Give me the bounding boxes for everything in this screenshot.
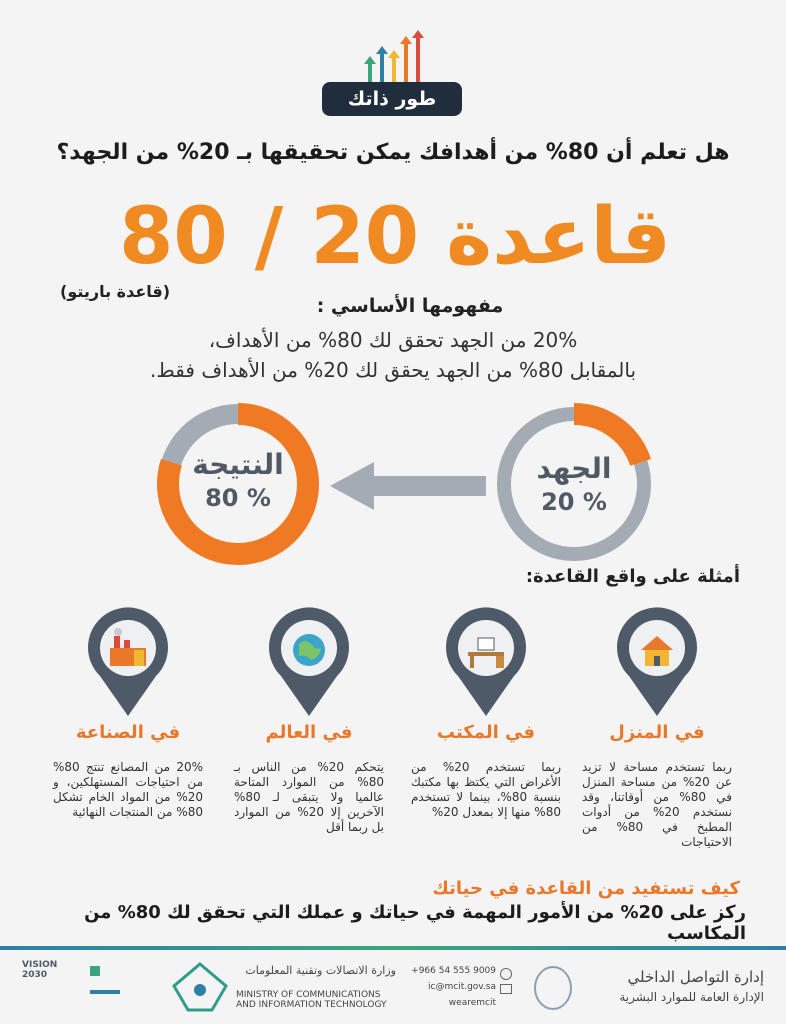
rule-title: قاعدة 20 / 80 [119, 192, 671, 282]
partner-logos [90, 966, 150, 1006]
footer-divider [0, 946, 786, 950]
department-logo-icon [534, 966, 572, 1010]
globe-icon [259, 606, 359, 718]
examples-title: أمثلة على واقع القاعدة: [525, 566, 740, 587]
ministry-name-ar: وزارة الاتصالات وتقنية المعلومات [245, 964, 396, 977]
concept-heading: مفهومها الأساسي : [316, 295, 504, 317]
concept-line-2: بالمقابل 80% من الجهد يحقق لك 20% من الأهداف فقط. [149, 358, 637, 382]
phone-number[interactable]: +966 54 555 9009 [411, 966, 496, 976]
result-label: النتيجة [192, 448, 284, 481]
category-text-world: يتحكم 20% من الناس بـ 80% من الموارد المتاحة عالميا ولا يتبقى لـ 80% الآخرين إلا 20% من الموارد بل ربما أقل [234, 760, 384, 834]
ministry-logo-icon [172, 962, 228, 1012]
department-name: إدارة التواصل الداخلي [627, 968, 764, 986]
email-icon [500, 984, 512, 994]
desk-icon [436, 606, 536, 718]
effort-label: الجهد [536, 452, 612, 485]
arrow-left-icon [330, 462, 490, 510]
phone-icon [500, 968, 512, 980]
pareto-note: (قاعدة باريتو) [60, 282, 171, 301]
how-to-benefit-title: كيف تستفيد من القاعدة في حياتك [432, 878, 740, 899]
vision-2030-logo: VISION 2030 [22, 960, 58, 980]
category-title-world: في العالم [265, 722, 353, 743]
result-value: 80 % [205, 484, 271, 512]
ministry-name-en-2: AND INFORMATION TECHNOLOGY [236, 1000, 387, 1010]
email-address[interactable]: ic@mcit.gov.sa [428, 982, 496, 992]
social-handle[interactable]: wearemcit [448, 998, 496, 1008]
effort-value: 20 % [541, 488, 607, 516]
category-title-office: في المكتب [436, 722, 536, 743]
category-text-industry: 20% من المصانع تنتج 80% من احتياجات المستهلكين، و 20% من المواد الخام تشكل 80% من المنتجات النهائية [53, 760, 203, 819]
category-text-home: ربما تستخدم مساحة لا تزيد عن 20% من مساحة المنزل في 80% من أوقاتنا، وقد نستخدم 20% من أدوات المطبخ في 80% من الاحتياجات [582, 760, 733, 849]
house-icon [607, 606, 707, 718]
headline-question: هل تعلم أن 80% من أهدافك يمكن تحقيقها بـ 20% من الجهد؟ [56, 140, 730, 165]
how-to-benefit-text: ركز على 20% من الأمور المهمة في حياتك و عملك التي تحقق لك 80% من المكاسب [84, 902, 746, 944]
category-title-home: في المنزل [609, 722, 705, 743]
ministry-name-en-1: MINISTRY OF COMMUNICATIONS [236, 990, 381, 1000]
concept-line-1: 20% من الجهد تحقق لك 80% من الأهداف، [208, 328, 578, 352]
category-text-office: ربما تستخدم 20% من الأغراض التي يكتظ بها مكتبك بنسبة 80%، بينما لا تستخدم 80% منها إلا بمعدل 20% [411, 760, 562, 819]
factory-icon [78, 606, 178, 718]
brand-badge: طور ذاتك [322, 82, 462, 116]
growth-arrows-logo [360, 28, 426, 82]
category-title-industry: في الصناعة [75, 722, 181, 743]
department-subname: الإدارة العامة للموارد البشرية [619, 990, 764, 1004]
